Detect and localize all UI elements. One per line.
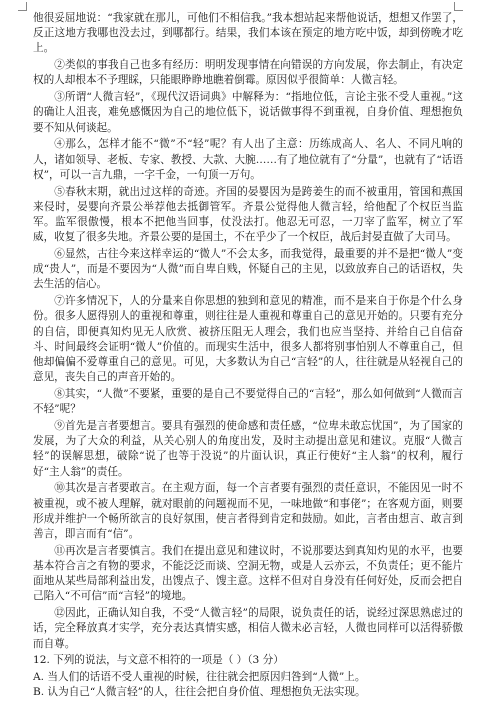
margin-corner-mark [18, 2, 27, 11]
question-stem: 12. 下列的说法，与文意不相符的一项是（ ）（3 分） [33, 654, 284, 667]
option-a: A. 当人们的话语不受人重视的时候，往往就会把原因归咎到“人微”上。 [33, 671, 366, 684]
paragraph-9: ⑨首先是言者要想言。要具有强烈的使命感和责任感，“位卑未敢忘忧国”，为了国家的发展，为了大众的利益，从关心别人的角度出发，及时主动提出意见和建议。克服“人微言轻”的误解思想，破除“说了也等于没说”的片面认识，真正行使好“主人翁”的权利，履行好“主人翁”的责任。 [33, 420, 463, 478]
paragraph-2: ②类似的事我自己也多有经历：明明发现事情在向错误的方向发展，你去制止，有决定权的人却根本不予理睬，只能眼睁睁地瞧着倒霉。原因似乎很简单：人微言轻。 [33, 59, 463, 87]
paragraph-11: ⑪再次是言者要慎言。我们在提出意见和建议时，不说那要达到真知灼见的水平，也要基本符合言之有物的要求，不能泛泛而谈、空洞无物，或是人云亦云，不负责任；更不能片面地从某些局部利益出发，出馊点子、馊主意。这样不但对自身没有任何好处，反而会把自己陷入“不可信”而“言轻”的境地。 [33, 544, 463, 603]
document-page [33, 11, 463, 701]
paragraph-10: ⑩其次是言者要敢言。在主观方面，每一个言者要有强烈的责任意识，不能因见一时不被重视，或不被人理解，就对眼前的问题视而不见，一味地做“和事佬”；在客观方面，则要形成并维护一个畅所欲言的良好氛围，使言者得到肯定和鼓励。如此，言者由想言、敢言到善言，即言而有“信”。 [33, 482, 463, 541]
paragraph-3: ③所谓“人微言轻”，《现代汉语词典》中解释为：“指地位低，言论主张不受人重视。”这的确让人沮丧，难免感慨因为自己的地位低下，说话做事得不到重视，自身价值、理想抱负要不知从何谈起。 [33, 91, 463, 134]
paragraph-6: ⑥显然，古往今来这样幸运的“微人”不会太多，而我觉得，最重要的并不是把“微人”变成“贵人”，而是不要因为“人微”而自卑自贱，怀疑自己的主见，以致放弃自己的话语权，失去生活的信心。 [33, 248, 463, 291]
paragraph-12: ⑫因此，正确认知自我，不受“人微言轻”的局限，说负责任的话，说经过深思熟虑过的话，完全释放真才实学，充分表达真情实感，相信人微未必言轻，人微也同样可以活得骄傲而自尊。 [33, 607, 463, 650]
paragraph-8: ⑧其实，“人微”不要紧，重要的是自己不要觉得自己的“言轻”，那么如何做到“人微而言不轻”呢？ [33, 388, 463, 416]
paragraph-5: ⑤春秋末期，就出过这样的奇迹。齐国的晏婴因为是跨姜生的而不被重用，管国和燕国来侵时，晏婴向齐景公举荐他去抵御管军。齐景公觉得他人微言轻，给他配了个权臣当监军。监军很傲慢，根本不把他当回事，仗没法打。他忍无可忍，一刀宰了监军，树立了军威，收复了很多失地。齐景公要的是国土，不在乎少了一个权臣，战后封晏直做了大司马。 [33, 185, 463, 244]
option-b: B. 认为自己“人微言轻”的人，往往会把自身价值、理想抱负无法实现。 [33, 686, 366, 699]
margin-corner-mark [454, 2, 463, 11]
paragraph-7: ⑦许多情况下，人的分量来自你思想的独到和意见的精准，而不是来自于你是个什么身份。很多人愿得别人的重视和尊重，则往往是人重视和尊重自己的意见开始的。只要有充分的自信，即便真知灼见无人欣赏、被挤压阻无人理会，我们也应当坚持、并给自己自信奋斗、时间最终会证明“微人”价值的。而现实生活中，很多人都将别事怕别人不尊重自己，但他却偏偏不爱尊重自己的意见。可见，大多数认为自己“言轻”的人，往往就是从轻视自己的意见，丧失自己的声音开始的。 [33, 295, 463, 384]
paragraph-4: ④那么，怎样才能不“微”不“轻”呢？有人出了主意：历练成高人、名人、不同凡响的人，诸如领导、老板、专家、教授、大款、大腕……有了地位就有了“分量”，也就有了“话语权”，可以一言九鼎，一字千金，一句顶一万句。 [33, 138, 463, 181]
paragraph-1: 他很妥屈地说：“我家就在那儿，可他们不相信我。”我本想站起来帮他说话，想想又作罢了，反正这地方我哪也没去过，到哪都行。结果，我们本该在预定的地方吃中饭，却到傍晚才吃上。 [33, 12, 463, 55]
